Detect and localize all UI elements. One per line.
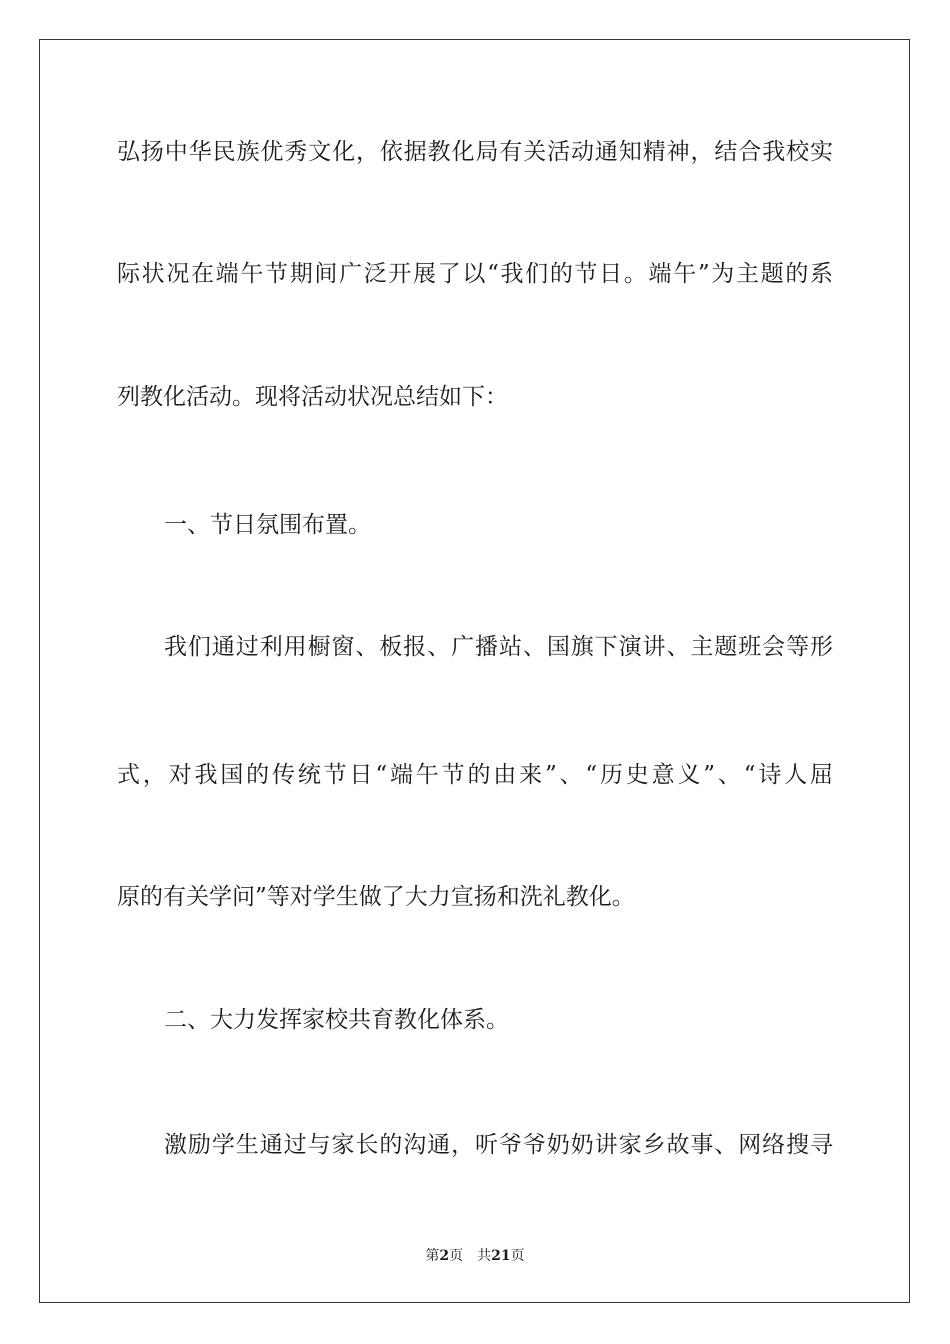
paragraph-line: 弘扬中华民族优秀文化，依据教化局有关活动通知精神，结合我校实 (117, 139, 833, 165)
page-footer (0, 1247, 950, 1265)
section-heading-1: 一、节日氛围布置。 (164, 512, 371, 538)
page-border (39, 39, 910, 1303)
paragraph-line: 激励学生通过与家长的沟通，听爷爷奶奶讲家乡故事、网络搜寻 (164, 1132, 833, 1158)
section-heading-2: 二、大力发挥家校共育教化体系。 (164, 1007, 509, 1033)
page-prefix: 第 (425, 1248, 440, 1264)
total-suffix: 页 (510, 1248, 525, 1264)
total-prefix: 共 (477, 1248, 492, 1264)
paragraph-line: 式，对我国的传统节日“端午节的由来”、“历史意义”、“诗人屈 (117, 762, 833, 788)
paragraph-line: 际状况在端午节期间广泛开展了以“我们的节日。端午”为主题的系 (117, 261, 833, 287)
page-suffix: 页 (449, 1248, 464, 1264)
page-number: 2 (439, 1248, 450, 1264)
paragraph-line: 原的有关学问”等对学生做了大力宣扬和洗礼教化。 (117, 884, 635, 910)
paragraph-line: 列教化活动。现将活动状况总结如下： (117, 384, 508, 410)
paragraph-line: 我们通过利用橱窗、板报、广播站、国旗下演讲、主题班会等形 (164, 634, 833, 660)
total-pages: 21 (491, 1248, 511, 1264)
